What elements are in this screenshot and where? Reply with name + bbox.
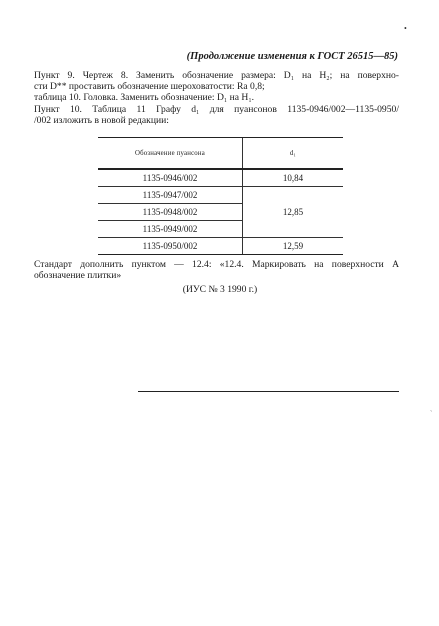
table-row [98,238,343,255]
cell-designation: 1135-0946/002 [98,169,243,187]
table-row [98,187,343,204]
publication-reference: (ИУС № 3 1990 г.) [182,284,258,295]
paragraph-line: /002 изложить в новой редакции: [34,115,169,126]
paragraph-standard-addition [34,259,399,281]
paragraph-line: Стандарт дополнить пунктом — 12.4: «12.4. Маркировать на поверхности А [34,259,399,270]
scan-mark: ˏ [430,404,433,412]
cell-designation: 1135-0948/002 [98,204,243,221]
cell-designation: 1135-0949/002 [98,221,243,238]
column-header-d1: d₁ [243,138,344,170]
paragraph-line: Пункт 10. Таблица 11 Графу d₁ для пуансонов 1135-0946/002—1135-0950/ [34,104,399,115]
paragraph-line: обозначение плитки» [34,270,122,281]
cell-designation: 1135-0947/002 [98,187,243,204]
scan-speck: • [404,24,407,33]
punch-table [98,137,343,255]
cell-designation: 1135-0950/002 [98,238,243,255]
paragraph-item-10 [34,104,399,126]
cell-d1: 12,59 [243,238,344,255]
paragraph-item-9 [34,70,399,103]
table-header-row [98,138,343,170]
table-row [98,169,343,187]
cell-d1: 10,84 [243,169,344,187]
paragraph-line: таблица 10. Головка. Заменить обозначение: D₁ на H₁. [34,92,255,103]
column-header-designation: Обозначение пуансона [98,138,243,170]
paragraph-line: сти D** проставить обозначение шероховатости: Ra 0,8; [34,81,265,92]
cell-d1: 12,85 [243,187,344,238]
paragraph-line: Пункт 9. Чертеж 8. Заменить обозначение размера: D₁ на H₂; на поверхно- [34,70,399,81]
page-header: (Продолжение изменения к ГОСТ 26515—85) [186,51,398,62]
closing-rule [138,391,399,392]
